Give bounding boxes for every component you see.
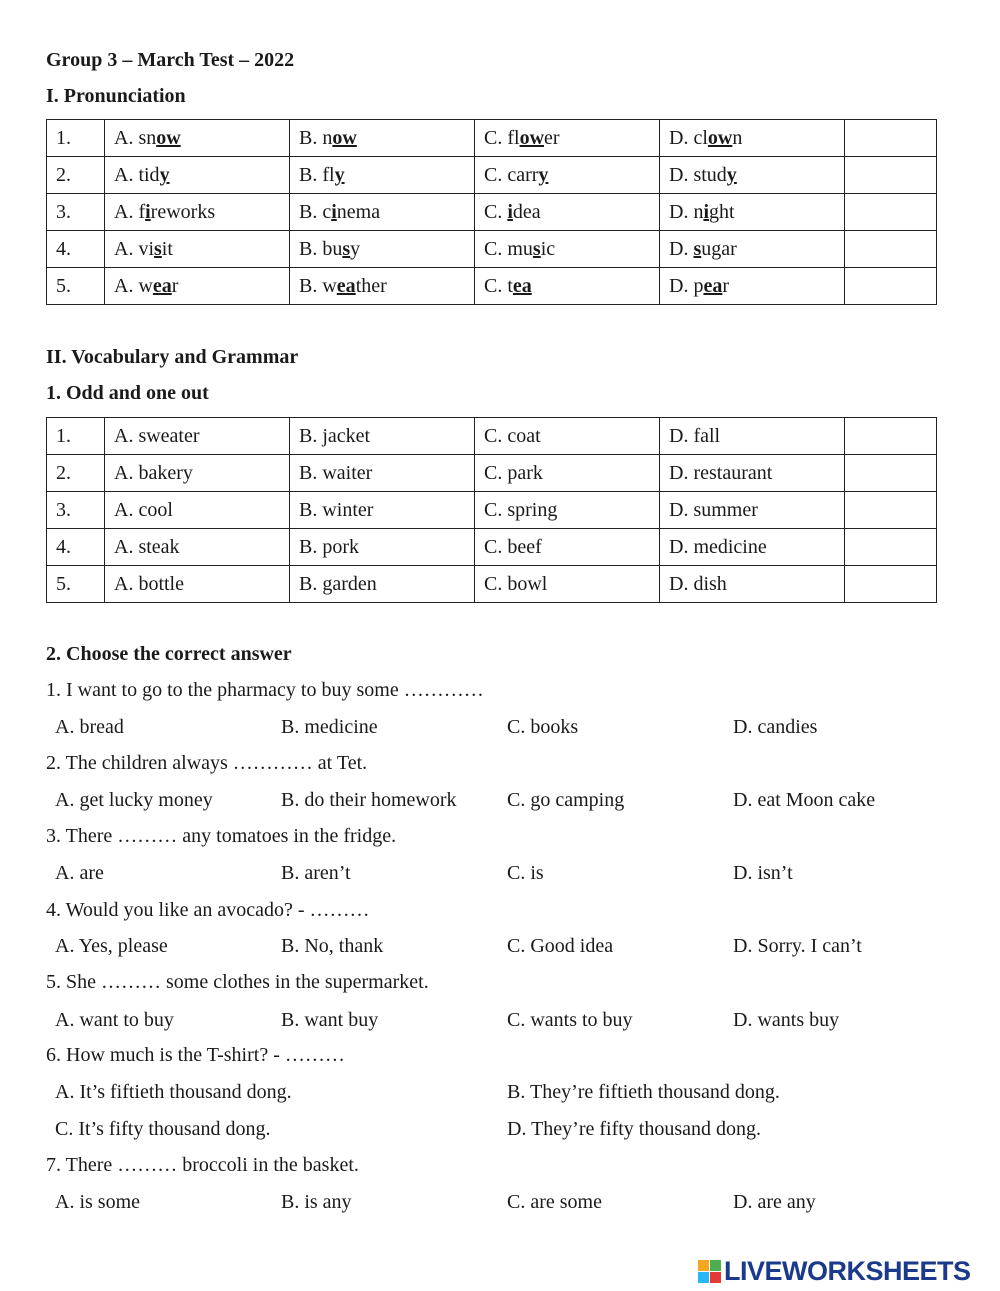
odd-one-out-option[interactable]: C. bowl [475, 566, 660, 603]
q4-option-a[interactable]: A. Yes, please [55, 935, 168, 957]
q3-option-c[interactable]: C. is [507, 862, 544, 884]
pronunciation-option[interactable] [105, 194, 290, 231]
q6-option-a[interactable]: A. It’s fiftieth thousand dong. [55, 1081, 292, 1103]
q2-option-d[interactable]: D. eat Moon cake [733, 789, 876, 811]
underlined-sound: i [145, 201, 151, 223]
word-part: C. carr [484, 164, 539, 186]
word-part: B. bu [299, 238, 343, 260]
logo-mark-square [710, 1272, 721, 1283]
pronunciation-option[interactable] [475, 120, 660, 157]
q1-option-c[interactable]: C. books [507, 716, 579, 738]
logo-mark-square [710, 1260, 721, 1271]
odd-one-out-option[interactable]: B. pork [290, 529, 475, 566]
underlined-sound: y [334, 164, 345, 186]
q3-option-a[interactable]: A. are [55, 862, 104, 884]
pronunciation-option[interactable] [475, 268, 660, 305]
question-6: 6. How much is the T-shirt? - ……… [46, 1044, 345, 1066]
question-4-options [55, 934, 955, 958]
underlined-sound: s [532, 238, 541, 260]
question-4: 4. Would you like an avocado? - ……… [46, 899, 370, 921]
row-number: 5. [47, 268, 105, 305]
question-2: 2. The children always ………… at Tet. [46, 752, 368, 774]
answer-box[interactable] [845, 268, 937, 305]
pronunciation-option[interactable] [660, 120, 845, 157]
pronunciation-option[interactable] [105, 120, 290, 157]
underlined-sound: y [159, 164, 170, 186]
odd-one-out-option[interactable]: B. winter [290, 492, 475, 529]
word-part: A. f [114, 201, 146, 223]
answer-box[interactable] [845, 529, 937, 566]
odd-one-out-option[interactable]: B. garden [290, 566, 475, 603]
word-part: A. tid [114, 164, 160, 186]
odd-one-out-option[interactable]: D. fall [660, 418, 845, 455]
underlined-sound: i [331, 201, 337, 223]
section-vocabulary-title: II. Vocabulary and Grammar [46, 346, 299, 368]
row-number: 2. [47, 455, 105, 492]
q6-option-d[interactable]: D. They’re fifty thousand dong. [507, 1118, 762, 1140]
q4-option-d[interactable]: D. Sorry. I can’t [733, 935, 862, 957]
answer-box[interactable] [845, 194, 937, 231]
odd-one-out-row [47, 566, 937, 603]
odd-one-out-row [47, 529, 937, 566]
pronunciation-option[interactable] [290, 268, 475, 305]
word-part: y [350, 238, 361, 260]
word-part: B. c [299, 201, 332, 223]
odd-one-out-table [46, 417, 937, 603]
underlined-sound: y [538, 164, 549, 186]
word-part: n [732, 127, 743, 149]
answer-box[interactable] [845, 455, 937, 492]
question-3-options [55, 861, 955, 885]
section-pronunciation-title: I. Pronunciation [46, 85, 186, 107]
question-1-options [55, 715, 955, 739]
odd-one-out-option[interactable]: C. beef [475, 529, 660, 566]
underlined-sound: ow [707, 127, 733, 149]
odd-one-out-option[interactable]: C. park [475, 455, 660, 492]
odd-one-out-option[interactable]: A. cool [105, 492, 290, 529]
answer-box[interactable] [845, 418, 937, 455]
word-part: er [544, 127, 560, 149]
answer-box[interactable] [845, 157, 937, 194]
pronunciation-option[interactable] [105, 157, 290, 194]
logo-mark-icon [698, 1260, 721, 1283]
word-part: A. vi [114, 238, 154, 260]
pronunciation-option[interactable] [290, 120, 475, 157]
underlined-sound: ow [332, 127, 357, 149]
word-part: B. w [299, 275, 337, 297]
row-number: 3. [47, 194, 105, 231]
word-part: D. cl [669, 127, 708, 149]
word-part: dea [512, 201, 541, 223]
q7-option-d[interactable]: D. are any [733, 1191, 816, 1213]
question-2-options [55, 788, 955, 812]
q3-option-b[interactable]: B. aren’t [281, 862, 351, 884]
question-6-options-row1 [55, 1080, 955, 1104]
word-part: A. w [114, 275, 153, 297]
pronunciation-row [47, 231, 937, 268]
word-part: r [171, 275, 179, 297]
word-part: ght [709, 201, 735, 223]
underlined-sound: ea [512, 275, 532, 297]
question-7-options [55, 1190, 955, 1214]
word-part: D. n [669, 201, 704, 223]
odd-one-out-row [47, 492, 937, 529]
underlined-sound: ea [152, 275, 172, 297]
pronunciation-option[interactable] [105, 268, 290, 305]
word-part: ugar [701, 238, 737, 260]
question-3: 3. There ……… any tomatoes in the fridge. [46, 825, 397, 847]
q6-option-b[interactable]: B. They’re fiftieth thousand dong. [507, 1081, 780, 1103]
row-number: 4. [47, 529, 105, 566]
pronunciation-option[interactable] [660, 268, 845, 305]
q5-option-a[interactable]: A. want to buy [55, 1009, 174, 1031]
odd-one-out-option[interactable]: A. sweater [105, 418, 290, 455]
page-title: Group 3 – March Test – 2022 [46, 49, 295, 71]
q4-option-b[interactable]: B. No, thank [281, 935, 384, 957]
odd-one-out-option[interactable]: D. restaurant [660, 455, 845, 492]
pronunciation-option[interactable] [290, 231, 475, 268]
row-number: 4. [47, 231, 105, 268]
row-number: 3. [47, 492, 105, 529]
logo-text: LIVEWORKSHEETS [724, 1255, 971, 1286]
word-part: ic [540, 238, 556, 260]
pronunciation-option[interactable] [105, 231, 290, 268]
q7-option-b[interactable]: B. is any [281, 1191, 352, 1213]
q2-option-c[interactable]: C. go camping [507, 789, 625, 811]
q6-option-c[interactable]: C. It’s fifty thousand dong. [55, 1118, 271, 1140]
q1-option-a[interactable]: A. bread [55, 716, 124, 738]
underlined-sound: ow [519, 127, 545, 149]
pronunciation-table [46, 119, 937, 305]
pronunciation-row [47, 268, 937, 305]
word-part: B. n [299, 127, 333, 149]
underlined-sound: ea [703, 275, 723, 297]
underlined-sound: ea [336, 275, 356, 297]
pronunciation-option[interactable] [290, 157, 475, 194]
pronunciation-row [47, 120, 937, 157]
word-part: C. [484, 201, 508, 223]
word-part: C. t [484, 275, 513, 297]
word-part: D. [669, 238, 694, 260]
odd-one-out-row [47, 418, 937, 455]
pronunciation-option[interactable] [660, 231, 845, 268]
row-number: 1. [47, 120, 105, 157]
choose-answer-title: 2. Choose the correct answer [46, 643, 292, 665]
question-7: 7. There ……… broccoli in the basket. [46, 1154, 359, 1176]
odd-one-out-option[interactable]: D. dish [660, 566, 845, 603]
q1-option-b[interactable]: B. medicine [281, 716, 378, 738]
word-part: B. fl [299, 164, 335, 186]
answer-box[interactable] [845, 120, 937, 157]
underlined-sound: y [726, 164, 737, 186]
q1-option-d[interactable]: D. candies [733, 716, 818, 738]
pronunciation-option[interactable] [475, 231, 660, 268]
word-part: r [722, 275, 730, 297]
word-part: A. sn [114, 127, 157, 149]
odd-one-out-option[interactable]: C. spring [475, 492, 660, 529]
q2-option-b[interactable]: B. do their homework [281, 789, 457, 811]
word-part: reworks [150, 201, 216, 223]
odd-one-out-option[interactable]: A. bakery [105, 455, 290, 492]
question-6-options-row2 [55, 1117, 955, 1141]
underlined-sound: s [342, 238, 351, 260]
pronunciation-row [47, 157, 937, 194]
question-1: 1. I want to go to the pharmacy to buy some ………… [46, 679, 484, 701]
q5-option-c[interactable]: C. wants to buy [507, 1009, 633, 1031]
pronunciation-option[interactable] [660, 194, 845, 231]
word-part: it [161, 238, 173, 260]
row-number: 5. [47, 566, 105, 603]
underlined-sound: s [693, 238, 702, 260]
odd-one-out-option[interactable]: A. bottle [105, 566, 290, 603]
q4-option-c[interactable]: C. Good idea [507, 935, 614, 957]
odd-one-out-option[interactable]: A. steak [105, 529, 290, 566]
q7-option-a[interactable]: A. is some [55, 1191, 140, 1213]
liveworksheets-logo[interactable] [698, 1257, 971, 1285]
word-part: D. stud [669, 164, 727, 186]
answer-box[interactable] [845, 566, 937, 603]
question-5: 5. She ……… some clothes in the supermarket. [46, 971, 429, 993]
pronunciation-row [47, 194, 937, 231]
odd-one-out-option[interactable]: B. jacket [290, 418, 475, 455]
odd-one-out-option[interactable]: D. medicine [660, 529, 845, 566]
word-part: nema [336, 201, 381, 223]
word-part: D. p [669, 275, 704, 297]
question-5-options [55, 1008, 955, 1032]
answer-box[interactable] [845, 492, 937, 529]
underlined-sound: i [703, 201, 710, 223]
word-part: ther [355, 275, 387, 297]
pronunciation-option[interactable] [475, 157, 660, 194]
odd-one-out-option[interactable]: C. coat [475, 418, 660, 455]
odd-one-out-row [47, 455, 937, 492]
logo-mark-square [698, 1260, 709, 1271]
q5-option-d[interactable]: D. wants buy [733, 1009, 840, 1031]
underlined-sound: ow [156, 127, 181, 149]
logo-mark-square [698, 1272, 709, 1283]
pronunciation-option[interactable] [660, 157, 845, 194]
q7-option-c[interactable]: C. are some [507, 1191, 602, 1213]
row-number: 2. [47, 157, 105, 194]
odd-one-out-title: 1. Odd and one out [46, 382, 209, 404]
answer-box[interactable] [845, 231, 937, 268]
q5-option-b[interactable]: B. want buy [281, 1009, 379, 1031]
underlined-sound: i [507, 201, 513, 223]
pronunciation-option[interactable] [290, 194, 475, 231]
underlined-sound: s [154, 238, 162, 260]
word-part: C. fl [484, 127, 520, 149]
row-number: 1. [47, 418, 105, 455]
word-part: C. mu [484, 238, 533, 260]
q3-option-d[interactable]: D. isn’t [733, 862, 793, 884]
odd-one-out-option[interactable]: D. summer [660, 492, 845, 529]
pronunciation-option[interactable] [475, 194, 660, 231]
q2-option-a[interactable]: A. get lucky money [55, 789, 213, 811]
odd-one-out-option[interactable]: B. waiter [290, 455, 475, 492]
